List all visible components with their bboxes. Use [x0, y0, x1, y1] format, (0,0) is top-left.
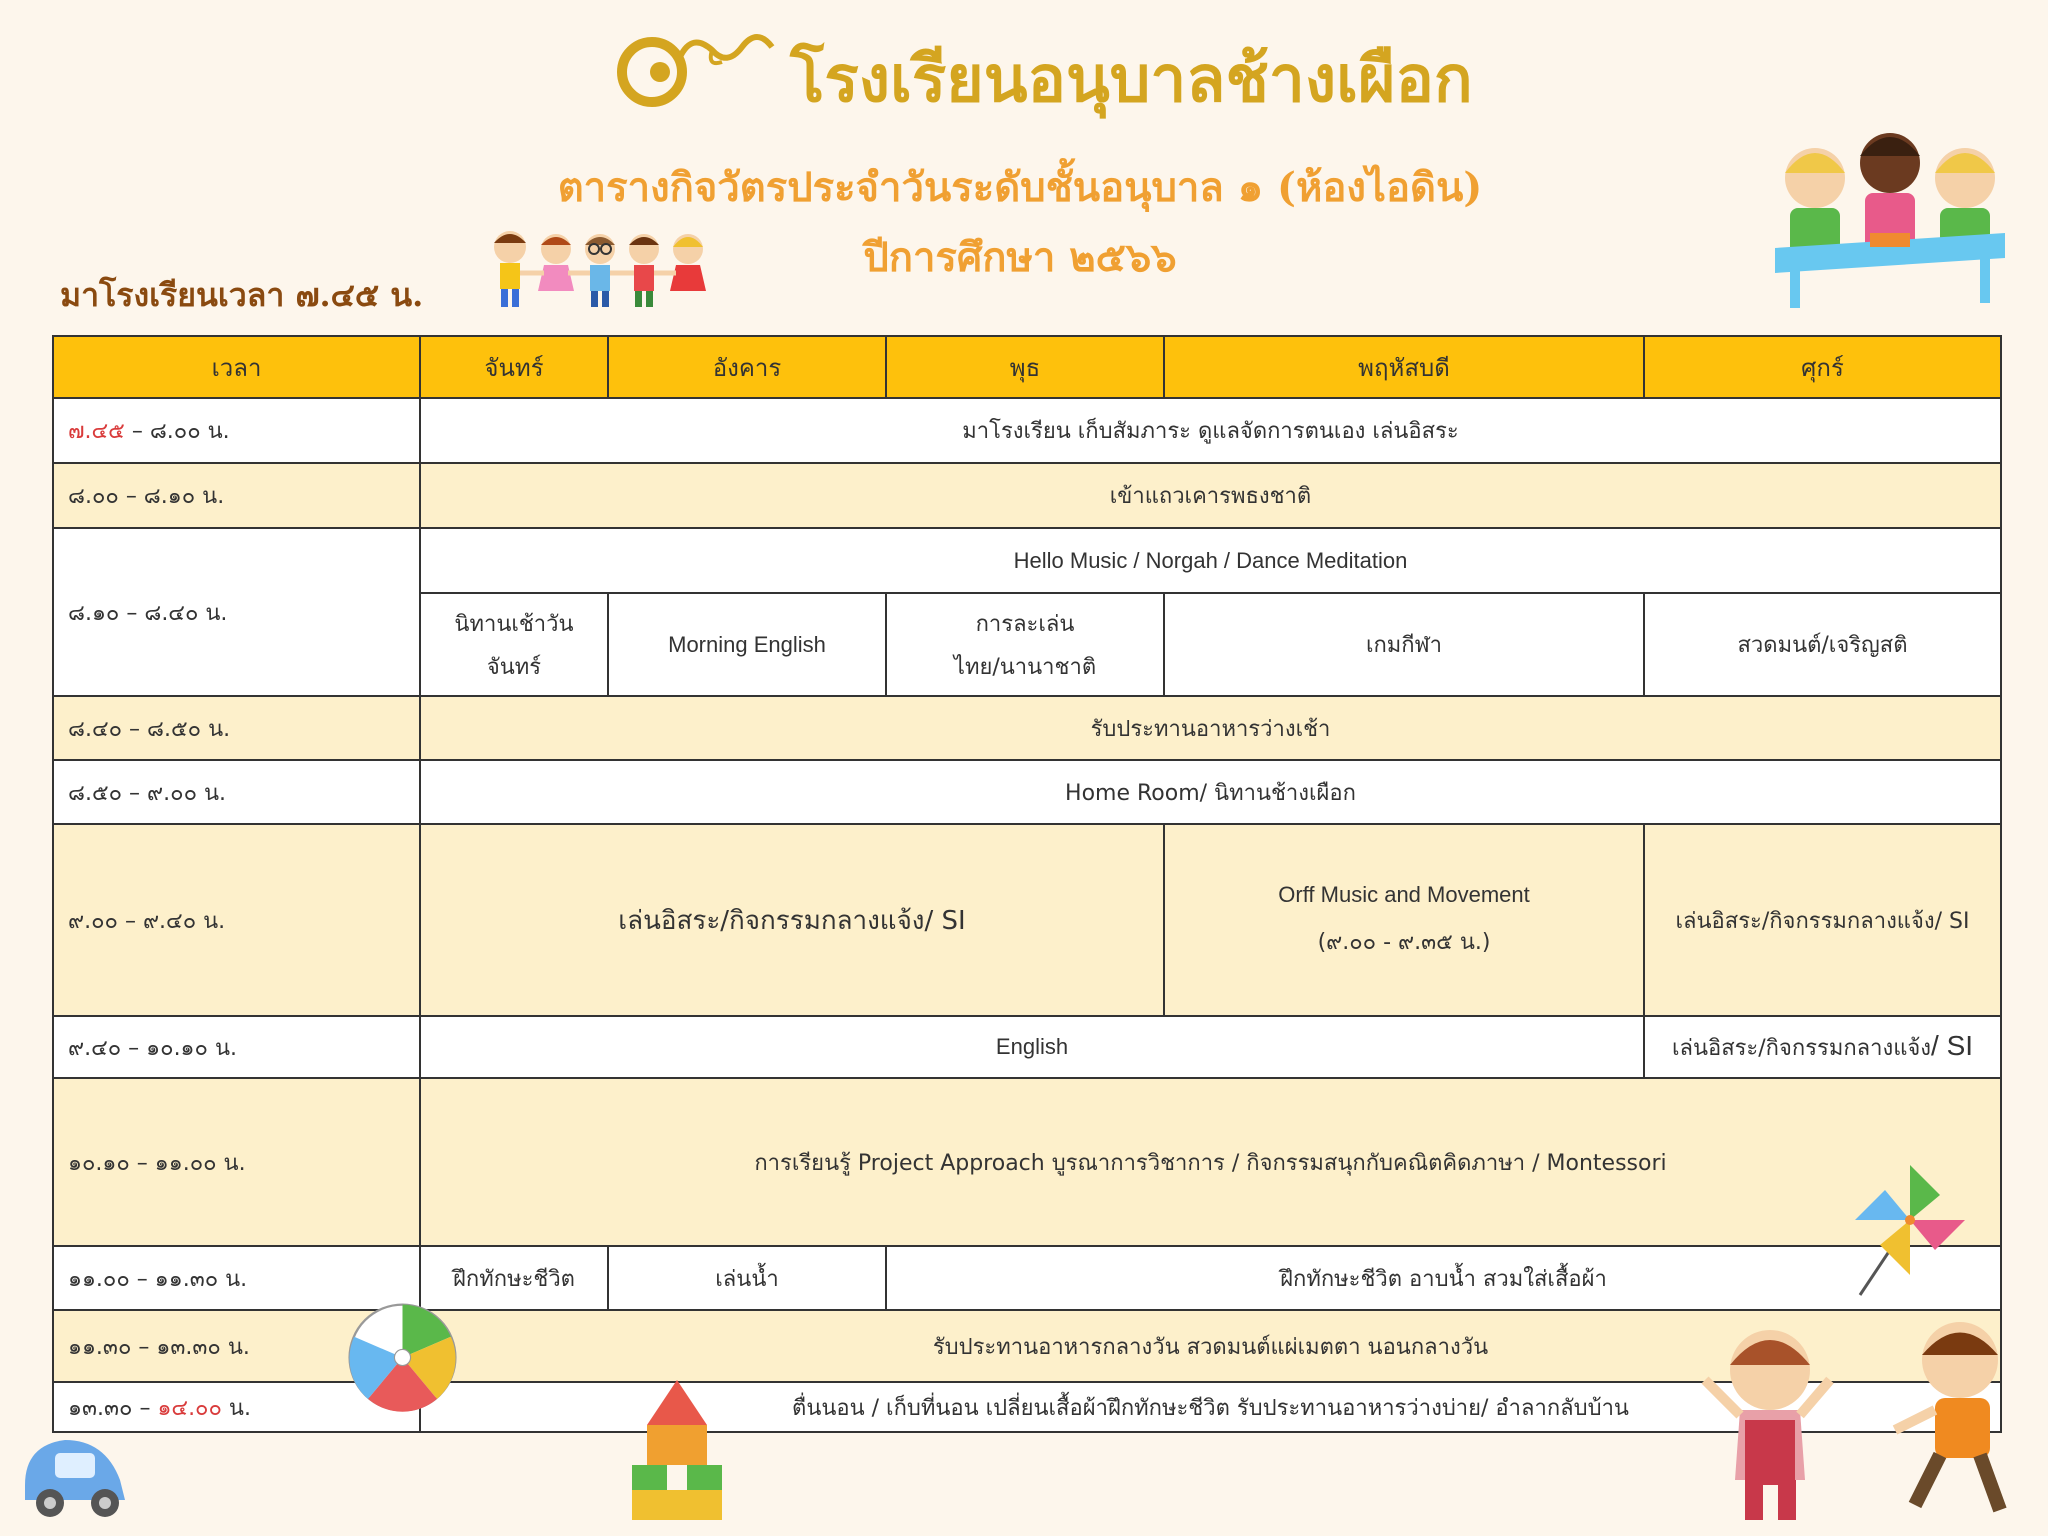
academic-year: ปีการศึกษา ๒๕๖๖	[863, 234, 1177, 281]
activity-cell: ฝึกทักษะชีวิต อาบน้ำ สวมใส่เสื้อผ้า	[886, 1246, 2001, 1310]
school-logo	[612, 22, 782, 112]
friday-cell: สวดมนต์/เจริญสติ	[1644, 593, 2001, 696]
time-cell: ๘.๑๐ – ๘.๔๐ น.	[53, 528, 420, 696]
header-friday: ศุกร์	[1644, 336, 2001, 398]
header-wednesday: พุธ	[886, 336, 1164, 398]
activity-cell: Home Room/ นิทานช้างเผือก	[420, 760, 2001, 824]
time-cell: ๙.๐๐ – ๙.๔๐ น.	[53, 824, 420, 1016]
friday-suffix: / SI	[1931, 1029, 1974, 1061]
table-row	[53, 824, 2001, 1016]
time-cell: ๑๑.๓๐ – ๑๓.๓๐ น.	[53, 1310, 420, 1382]
toy-car-illustration	[15, 1425, 135, 1525]
activity-cell: เข้าแถวเคารพธงชาติ	[420, 463, 2001, 528]
activity-cell: ตื่นนอน / เก็บที่นอน เปลี่ยนเสื้อผ้าฝึกทักษะชีวิต รับประทานอาหารว่างบ่าย/ อำลากลับบ้าน	[420, 1382, 2001, 1432]
thursday-cell: เกมกีฬา	[1164, 593, 1644, 696]
time-cell	[53, 398, 420, 463]
pinwheel-illustration	[1850, 1160, 1970, 1300]
table-row	[53, 760, 2001, 824]
activity-cell: การเรียนรู้ Project Approach บูรณาการวิชาการ / กิจกรรมสนุกกับคณิตคิดภาษา / Montessori	[420, 1078, 2001, 1246]
time-start: ๑๓.๓๐ –	[68, 1395, 158, 1421]
tuesday-cell: Morning English	[608, 593, 886, 696]
friday-text: เล่นอิสระ/กิจกรรมกลางแจ้ง	[1671, 1035, 1932, 1061]
activity-cell: มาโรงเรียน เก็บสัมภาระ ดูแลจัดการตนเอง เล่นอิสระ	[420, 398, 2001, 463]
time-cell: ๘.๐๐ – ๘.๑๐ น.	[53, 463, 420, 528]
wednesday-cell	[886, 593, 1164, 696]
wednesday-line2: ไทย/นานาชาติ	[953, 654, 1097, 680]
activity-cell: รับประทานอาหารกลางวัน สวดมนต์แผ่เมตตา นอนกลางวัน	[420, 1310, 2001, 1382]
friday-cell	[1644, 1016, 2001, 1078]
table-row	[53, 528, 2001, 593]
time-cell: ๑๑.๐๐ – ๑๑.๓๐ น.	[53, 1246, 420, 1310]
school-name: โรงเรียนอนุบาลช้างเผือก	[790, 42, 1473, 117]
arrival-time: มาโรงเรียนเวลา ๗.๔๕ น.	[60, 276, 424, 314]
monday-cell: ฝึกทักษะชีวิต	[420, 1246, 608, 1310]
toy-blocks-illustration	[622, 1375, 732, 1525]
monday-cell	[420, 593, 608, 696]
time-end: – ๘.๐๐ น.	[124, 419, 230, 444]
table-row	[53, 696, 2001, 760]
monday-line2: จันทร์	[486, 654, 542, 680]
activity-cell: เล่นอิสระ/กิจกรรมกลางแจ้ง/ SI	[420, 824, 1164, 1016]
friday-cell: เล่นอิสระ/กิจกรรมกลางแจ้ง/ SI	[1644, 824, 2001, 1016]
time-start: ๗.๔๕	[68, 419, 125, 444]
wednesday-line1: การละเล่น	[975, 611, 1075, 637]
header-tuesday: อังคาร	[608, 336, 886, 398]
table-row	[53, 398, 2001, 463]
time-cell: ๘.๔๐ – ๘.๕๐ น.	[53, 696, 420, 760]
schedule-title: ตารางกิจวัตรประจำวันระดับชั้นอนุบาล ๑ (ห้องไอดิน)	[557, 164, 1483, 211]
thursday-line2: (๙.๐๐ - ๙.๓๕ น.)	[1317, 929, 1491, 955]
header-thursday: พฤหัสบดี	[1164, 336, 1644, 398]
tuesday-cell: เล่นน้ำ	[608, 1246, 886, 1310]
kids-playing-illustration	[1690, 1310, 2040, 1530]
thursday-line1: Orff Music and Movement	[1278, 881, 1530, 907]
time-unit: น.	[221, 1395, 251, 1421]
daily-schedule-table	[52, 335, 2002, 1433]
monday-line1: นิทานเช้าวัน	[454, 611, 574, 637]
kids-row-illustration	[488, 225, 718, 310]
beach-ball-illustration	[345, 1300, 460, 1415]
table-row	[53, 463, 2001, 528]
table-row	[53, 1016, 2001, 1078]
header-time: เวลา	[53, 336, 420, 398]
time-cell: ๑๐.๑๐ – ๑๑.๐๐ น.	[53, 1078, 420, 1246]
time-end: ๑๔.๐๐	[157, 1395, 222, 1421]
activity-cell: Hello Music / Norgah / Dance Meditation	[420, 528, 2001, 593]
activity-cell: รับประทานอาหารว่างเช้า	[420, 696, 2001, 760]
time-cell: ๙.๔๐ – ๑๐.๑๐ น.	[53, 1016, 420, 1078]
thursday-cell	[1164, 824, 1644, 1016]
time-cell: ๘.๕๐ – ๙.๐๐ น.	[53, 760, 420, 824]
kids-crafting-illustration	[1770, 118, 2010, 318]
activity-cell: English	[420, 1016, 1644, 1078]
table-row	[53, 1078, 2001, 1246]
header-monday: จันทร์	[420, 336, 608, 398]
